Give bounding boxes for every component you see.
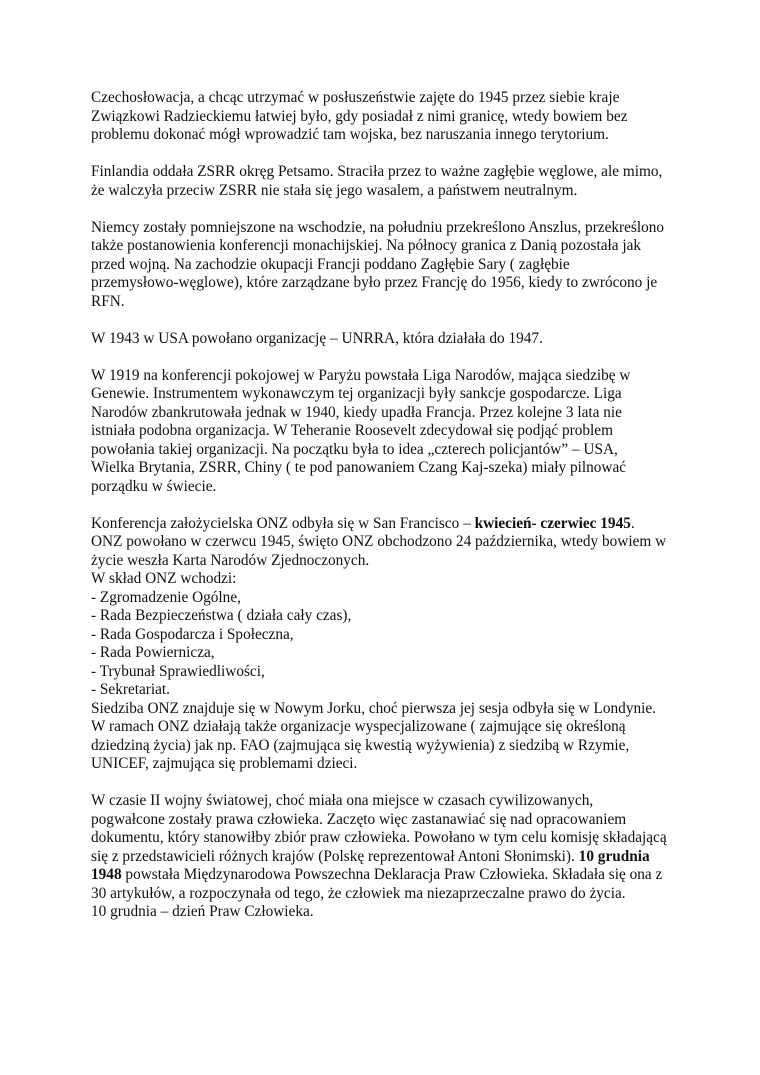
paragraph-human-rights <box>91 792 700 922</box>
text-line: przemysłowo-węglowe), które zarządzane było przez Francję do 1956, kiedy to zwrócono je <box>91 274 658 291</box>
text-line: że walczyła przeciw ZSRR nie stała się jego wasalem, a państwem neutralnym. <box>91 181 578 199</box>
text-line <box>91 848 700 867</box>
text-line: UNICEF, zajmująca się problemami dzieci. <box>91 755 358 772</box>
text-line: 30 artykułów, a rozpoczynała od tego, że człowiek ma niezaprzeczalne prawo do życia. <box>91 884 626 902</box>
text-segment: powstała Międzynarodowa Powszechna Deklaracja Praw Człowieka. Składała się ona z <box>121 866 663 883</box>
text-line: Wielka Brytania, ZSRR, Chiny ( te pod panowaniem Czang Kaj-szeka) miały pilnować <box>91 459 627 476</box>
paragraph-czechoslovakia <box>91 89 700 145</box>
text-line: pogwałcone zostały prawa człowieka. Zaczęto więc zastanawiać się nad opracowaniem <box>91 810 627 828</box>
list-item: - Sekretariat. <box>91 681 170 698</box>
list-item: - Zgromadzenie Ogólne, <box>91 588 241 606</box>
text-line: także postanowienia konferencji monachijskiej. Na północy granica z Danią pozostała jak <box>91 237 642 254</box>
bold-date: kwiecień- czerwiec 1945 <box>474 514 631 532</box>
list-item: - Trybunał Sprawiedliwości, <box>91 662 265 680</box>
text-line: W 1919 na konferencji pokojowej w Paryżu powstała Liga Narodów, mająca siedzibę w <box>91 366 631 384</box>
text-line: Narodów zbankrutowała jednak w 1940, kiedy upadła Francja. Przez kolejne 3 lata nie <box>91 403 622 421</box>
text-line: Związkowi Radzieckiemu łatwiej było, gdy posiadał z nimi granicę, wtedy bowiem bez <box>91 107 628 125</box>
list-item: - Rada Powiernicza, <box>91 644 215 661</box>
text-line: przed wojną. Na zachodzie okupacji Francji poddano Zagłębie Sary ( zagłębie <box>91 255 570 273</box>
paragraph-un-founding <box>91 515 700 774</box>
text-line: ONZ powołano w czerwcu 1945, święto ONZ obchodzono 24 października, wtedy bowiem w <box>91 533 667 550</box>
text-line: W skład ONZ wchodzi: <box>91 570 237 587</box>
bold-date: 10 grudnia <box>578 847 650 865</box>
paragraph-germany <box>91 219 700 312</box>
paragraph-unrra <box>91 330 700 349</box>
text-line: życie weszła Karta Narodów Zjednoczonych. <box>91 551 370 569</box>
bold-date: 1948 <box>91 866 122 883</box>
text-line: W ramach ONZ działają także organizacje wyspecjalizowane ( zajmujące się określoną <box>91 718 626 735</box>
text-line: istniała podobna organizacja. W Teheranie Roosevelt zdecydował się podjąć problem <box>91 422 613 439</box>
text-line <box>91 866 700 885</box>
text-line: dokumentu, który stanowiłby zbiór praw człowieka. Powołano w tym celu komisję składającą <box>91 829 667 846</box>
text-line: porządku w świecie. <box>91 477 217 495</box>
text-line: Finlandia oddała ZSRR okręg Petsamo. Straciła przez to ważne zagłębie węglowe, ale mimo, <box>91 163 663 180</box>
text-line: Niemcy zostały pomniejszone na wschodzie, na południu przekreślono Anszlus, przekreślono <box>91 218 665 236</box>
text-line: powołania takiej organizacji. Na początku była to idea „czterech policjantów” – USA, <box>91 440 618 458</box>
text-line: Czechosłowacja, a chcąc utrzymać w posłuszeństwie zajęte do 1945 przez siebie kraje <box>91 89 620 106</box>
text-line: dziedziną życia) jak np. FAO (zajmująca się kwestią wyżywienia) z siedzibą w Rzymie, <box>91 736 630 754</box>
paragraph-finland <box>91 163 700 200</box>
text-line: problemu dokonać mógł wprowadzić tam wojska, bez naruszania innego terytorium. <box>91 126 609 143</box>
text-line: RFN. <box>91 292 125 310</box>
list-item: - Rada Gospodarcza i Społeczna, <box>91 625 294 643</box>
text-segment: . <box>630 514 635 532</box>
text-line: W 1943 w USA powołano organizację – UNRRA, która działała do 1947. <box>91 329 543 347</box>
paragraph-league-of-nations <box>91 367 700 497</box>
text-line: W czasie II wojny światowej, choć miała ona miejsce w czasach cywilizowanych, <box>91 792 594 809</box>
list-item: - Rada Bezpieczeństwa ( działa cały czas), <box>91 607 352 624</box>
text-line: Genewie. Instrumentem wykonawczym tej organizacji były sankcje gospodarcze. Liga <box>91 385 622 402</box>
text-segment: się z przedstawicieli różnych krajów (Polskę reprezentował Antoni Słonimski). <box>91 847 579 865</box>
text-segment: Konferencja założycielska ONZ odbyła się w San Francisco – <box>91 514 475 532</box>
text-line: Siedziba ONZ znajduje się w Nowym Jorku, choć pierwsza jej sesja odbyła się w Londynie. <box>91 699 656 717</box>
text-line <box>91 515 700 534</box>
text-line: 10 grudnia – dzień Praw Człowieka. <box>91 903 314 920</box>
